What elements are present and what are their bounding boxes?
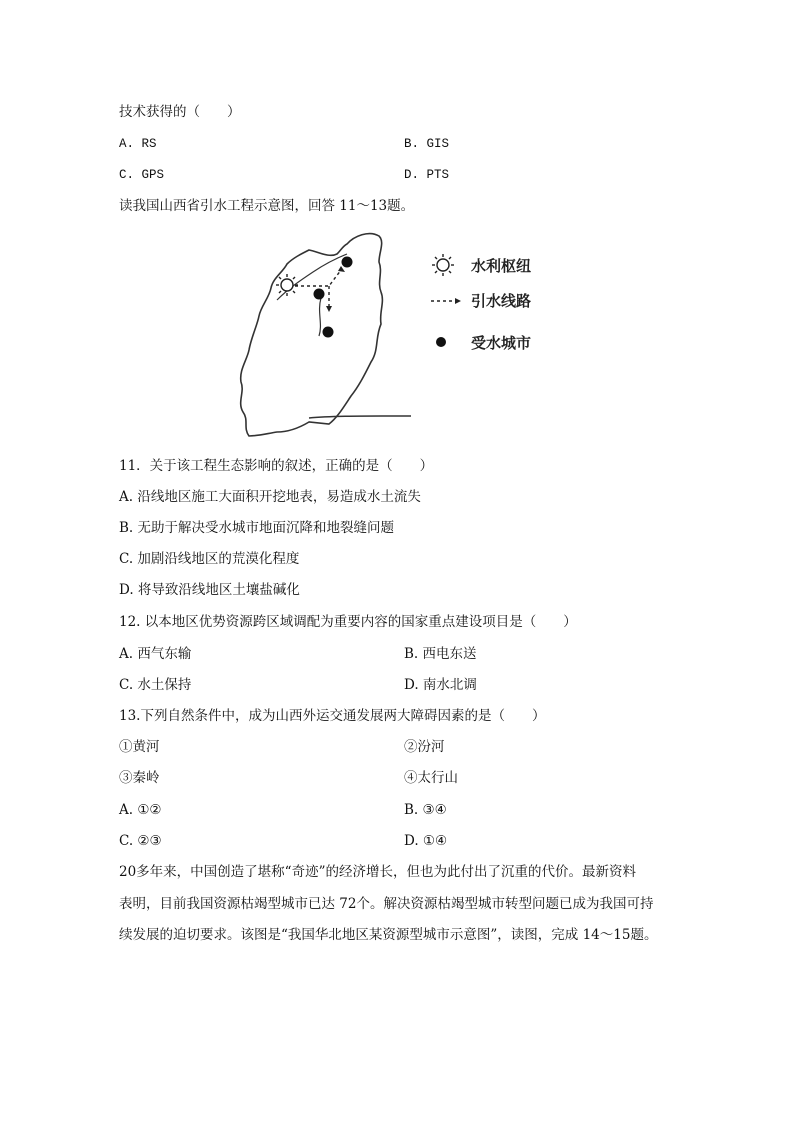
legend-sun-icon [432, 254, 454, 276]
city-dot [314, 289, 325, 300]
arrow-head [326, 306, 332, 312]
intro-14-15-line3: 续发展的迫切要求。该图是“我国华北地区某资源型城市示意图”，读图，完成 14～15题。 [119, 927, 658, 943]
q11-stem: 11．关于该工程生态影响的叙述，正确的是（ ） [119, 458, 434, 474]
q10-stem-tail: 技术获得的（ ） [119, 104, 241, 120]
q13-item-1: ①黄河 [119, 739, 160, 755]
arrow-head [338, 266, 345, 272]
legend-dot-icon [436, 337, 446, 347]
q12-option-d: D. 南水北调 [404, 677, 477, 693]
legend-hub-label: 水利枢纽 [471, 257, 532, 275]
q10-option-c: C. GPS [119, 168, 165, 182]
q10-option-a: A. RS [119, 137, 157, 151]
shanxi-water-diversion-map [229, 228, 565, 440]
diversion-route [295, 270, 341, 286]
q12-option-c: C. 水土保持 [119, 677, 192, 693]
city-dot [342, 257, 353, 268]
province-outline [241, 234, 383, 436]
q13-option-d: D. ①④ [404, 833, 448, 849]
q12-option-b: B. 西电东送 [404, 646, 477, 662]
inner-line [319, 298, 321, 336]
q12-stem: 12. 以本地区优势资源跨区域调配为重要内容的国家重点建设项目是（ ） [119, 614, 577, 630]
q11-option-c: C. 加剧沿线地区的荒漠化程度 [119, 551, 300, 567]
legend-dashed-arrow-icon [431, 298, 461, 304]
q13-item-4: ④太行山 [404, 770, 458, 786]
q10-option-d: D. PTS [404, 168, 450, 182]
q13-option-c: C. ②③ [119, 833, 162, 849]
legend-city-label: 受水城市 [471, 334, 532, 352]
q11-option-b: B. 无助于解决受水城市地面沉降和地裂缝问题 [119, 520, 395, 536]
river-line [309, 416, 411, 418]
intro-14-15-line2: 表明，目前我国资源枯竭型城市已达 72个。解决资源枯竭型城市转型问题已成为我国可持 [119, 896, 654, 912]
q11-option-d: D. 将导致沿线地区土壤盐碱化 [119, 582, 300, 598]
intro-11-13: 读我国山西省引水工程示意图，回答 11～13题。 [119, 198, 415, 214]
legend-route-label: 引水线路 [471, 292, 532, 310]
q13-option-b: B. ③④ [404, 802, 447, 818]
q13-item-2: ②汾河 [404, 739, 445, 755]
q13-option-a: A. ①② [119, 802, 162, 818]
city-dot [323, 327, 334, 338]
q13-item-3: ③秦岭 [119, 770, 160, 786]
q13-stem: 13.下列自然条件中，成为山西外运交通发展两大障碍因素的是（ ） [119, 708, 546, 724]
q10-option-b: B. GIS [404, 137, 450, 151]
q11-option-a: A. 沿线地区施工大面积开挖地表，易造成水土流失 [119, 489, 421, 505]
q12-option-a: A. 西气东输 [119, 646, 192, 662]
intro-14-15-line1: 20多年来，中国创造了堪称“奇迹”的经济增长，但也为此付出了沉重的代价。最新资料 [119, 864, 636, 880]
